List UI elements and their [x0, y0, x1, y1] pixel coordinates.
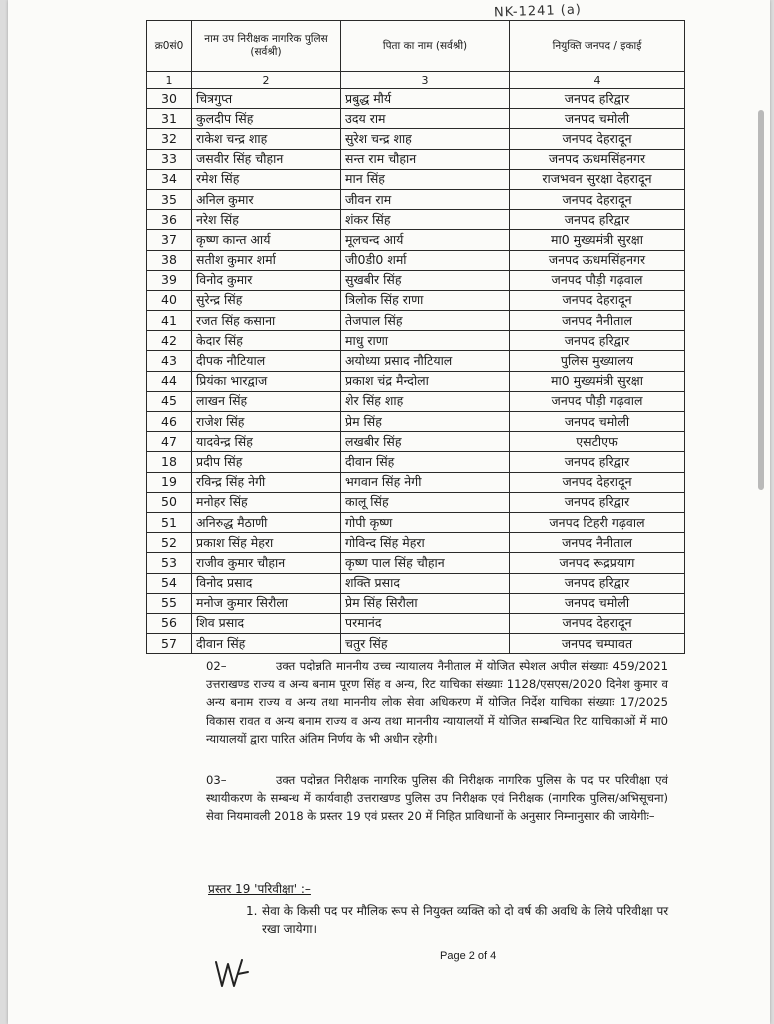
table-row	[147, 613, 685, 633]
serial-cell: 32	[147, 129, 192, 149]
header-posting: नियुक्ति जनपद / इकाई	[510, 21, 685, 72]
serial-cell: 41	[147, 311, 192, 331]
father-name-cell: सुखबीर सिंह	[341, 270, 510, 290]
posting-cell: जनपद नैनीताल	[510, 533, 685, 553]
name-cell: राजीव कुमार चौहान	[192, 553, 341, 573]
column-number: 3	[341, 72, 510, 89]
father-name-cell: प्रेम सिंह	[341, 412, 510, 432]
posting-cell: जनपद पौड़ी गढ़वाल	[510, 391, 685, 411]
name-cell: जसवीर सिंह चौहान	[192, 149, 341, 169]
serial-cell: 36	[147, 210, 192, 230]
table-row	[147, 250, 685, 270]
table-row	[147, 149, 685, 169]
paragraph-text: उक्त पदोन्नति माननीय उच्च न्यायालय नैनीताल में योजित स्पेशल अपील संख्याः 459/2021 उत्तराखण्ड राज्य व अन्य बनाम पूरण सिंह व अन्य, रिट याचिका संख्याः 1128/एसएस/2020 दिनेश कुमार व अन्य बनाम राज्य व अन्य तथा माननीय लोक सेवा अधिकरण में योजित निर्देश याचिका संख्याः 17/2025 विकास रावत व अन्य बनाम राज्य व अन्य तथा माननीय न्यायालयों में योजित सम्बन्धित रिट याचिकाओं में मा0 न्यायालयों द्वारा पारित अंतिम निर्णय के भी अधीन रहेगी।	[206, 659, 668, 746]
posting-cell: जनपद देहरादून	[510, 189, 685, 209]
paragraph-number: 02–	[206, 659, 227, 673]
table-row	[147, 412, 685, 432]
table-row	[147, 533, 685, 553]
scrollbar-thumb[interactable]	[758, 110, 764, 490]
serial-cell: 40	[147, 290, 192, 310]
name-cell: प्रकाश सिंह मेहरा	[192, 533, 341, 553]
paragraph-03	[206, 771, 668, 826]
father-name-cell: मूलचन्द आर्य	[341, 230, 510, 250]
serial-cell: 35	[147, 189, 192, 209]
father-name-cell: तेजपाल सिंह	[341, 311, 510, 331]
promotion-table	[146, 20, 685, 654]
table-row	[147, 432, 685, 452]
table-row	[147, 351, 685, 371]
name-cell: शिव प्रसाद	[192, 613, 341, 633]
posting-cell: जनपद पौड़ी गढ़वाल	[510, 270, 685, 290]
name-cell: चित्रगुप्त	[192, 89, 341, 109]
serial-cell: 42	[147, 331, 192, 351]
table-row	[147, 109, 685, 129]
posting-cell: जनपद देहरादून	[510, 472, 685, 492]
serial-cell: 37	[147, 230, 192, 250]
table-row	[147, 89, 685, 109]
father-name-cell: कालू सिंह	[341, 492, 510, 512]
name-cell: रविन्द्र सिंह नेगी	[192, 472, 341, 492]
list-item-number: 1.	[246, 904, 258, 918]
serial-cell: 34	[147, 169, 192, 189]
serial-cell: 33	[147, 149, 192, 169]
posting-cell: जनपद देहरादून	[510, 129, 685, 149]
name-cell: रजत सिंह कसाना	[192, 311, 341, 331]
posting-cell: जनपद हरिद्वार	[510, 331, 685, 351]
column-number: 4	[510, 72, 685, 89]
father-name-cell: शेर सिंह शाह	[341, 391, 510, 411]
father-name-cell: त्रिलोक सिंह राणा	[341, 290, 510, 310]
table-row	[147, 270, 685, 290]
column-number-row	[147, 72, 685, 89]
table-row	[147, 593, 685, 613]
father-name-cell: उदय राम	[341, 109, 510, 129]
name-cell: कृष्ण कान्त आर्य	[192, 230, 341, 250]
posting-cell: पुलिस मुख्यालय	[510, 351, 685, 371]
name-cell: विनोद प्रसाद	[192, 573, 341, 593]
posting-cell: जनपद टिहरी गढ़वाल	[510, 512, 685, 532]
name-cell: राजेश सिंह	[192, 412, 341, 432]
posting-cell: जनपद रूद्रप्रयाग	[510, 553, 685, 573]
header-father: पिता का नाम (सर्वश्री)	[341, 21, 510, 72]
father-name-cell: गोपी कृष्ण	[341, 512, 510, 532]
father-name-cell: अयोध्या प्रसाद नौटियाल	[341, 351, 510, 371]
paragraph-number: 03–	[206, 773, 227, 787]
serial-cell: 51	[147, 512, 192, 532]
table-row	[147, 634, 685, 654]
name-cell: केदार सिंह	[192, 331, 341, 351]
name-cell: अनिरुद्ध मैठाणी	[192, 512, 341, 532]
document-page	[8, 0, 770, 1024]
father-name-cell: प्रेम सिंह सिरौला	[341, 593, 510, 613]
father-name-cell: कृष्ण पाल सिंह चौहान	[341, 553, 510, 573]
serial-cell: 44	[147, 371, 192, 391]
father-name-cell: प्रकाश चंद्र मैन्दोला	[341, 371, 510, 391]
paragraph-text: उक्त पदोन्नत निरीक्षक नागरिक पुलिस की निरीक्षक नागरिक पुलिस के पद पर परिवीक्षा एवं स्थायीकरण के सम्बन्ध में कार्यवाही उत्तराखण्ड पुलिस उप निरीक्षक एवं निरीक्षक (नागरिक पुलिस/अभिसूचना) सेवा नियमावली 2018 के प्रस्तर 19 एवं प्रस्तर 20 में निहित प्राविधानों के अनुसार निम्नानुसार की जायेगीः–	[206, 773, 668, 824]
name-cell: कुलदीप सिंह	[192, 109, 341, 129]
father-name-cell: सुरेश चन्द्र शाह	[341, 129, 510, 149]
father-name-cell: मान सिंह	[341, 169, 510, 189]
posting-cell: जनपद ऊधमसिंहनगर	[510, 250, 685, 270]
name-cell: राकेश चन्द्र शाह	[192, 129, 341, 149]
table-row	[147, 371, 685, 391]
father-name-cell: जी0डी0 शर्मा	[341, 250, 510, 270]
header-name: नाम उप निरीक्षक नागरिक पुलिस (सर्वश्री)	[192, 21, 341, 72]
table-row	[147, 452, 685, 472]
father-name-cell: परमानंद	[341, 613, 510, 633]
serial-cell: 53	[147, 553, 192, 573]
father-name-cell: सन्त राम चौहान	[341, 149, 510, 169]
serial-cell: 43	[147, 351, 192, 371]
serial-cell: 18	[147, 452, 192, 472]
name-cell: मनोज कुमार सिरौला	[192, 593, 341, 613]
table-row	[147, 331, 685, 351]
name-cell: दीवान सिंह	[192, 634, 341, 654]
name-cell: नरेश सिंह	[192, 210, 341, 230]
name-cell: लाखन सिंह	[192, 391, 341, 411]
serial-cell: 45	[147, 391, 192, 411]
table-row	[147, 210, 685, 230]
handwritten-reference: NK-1241 (a)	[493, 2, 583, 21]
table-header-row	[147, 21, 685, 72]
list-item-text: सेवा के किसी पद पर मौलिक रूप से नियुक्त व्यक्ति को दो वर्ष की अवधि के लिये परिवीक्षा पर रखा जायेगा।	[262, 904, 669, 936]
father-name-cell: दीवान सिंह	[341, 452, 510, 472]
father-name-cell: चतुर सिंह	[341, 634, 510, 654]
posting-cell: जनपद हरिद्वार	[510, 89, 685, 109]
serial-cell: 57	[147, 634, 192, 654]
posting-cell: जनपद हरिद्वार	[510, 573, 685, 593]
serial-cell: 54	[147, 573, 192, 593]
father-name-cell: माधु राणा	[341, 331, 510, 351]
serial-cell: 55	[147, 593, 192, 613]
posting-cell: जनपद हरिद्वार	[510, 210, 685, 230]
serial-cell: 38	[147, 250, 192, 270]
column-number: 1	[147, 72, 192, 89]
table-body	[147, 89, 685, 654]
table-row	[147, 512, 685, 532]
serial-cell: 47	[147, 432, 192, 452]
table-row	[147, 492, 685, 512]
posting-cell: जनपद नैनीताल	[510, 311, 685, 331]
table-row	[147, 290, 685, 310]
posting-cell: जनपद हरिद्वार	[510, 452, 685, 472]
father-name-cell: प्रबुद्ध मौर्य	[341, 89, 510, 109]
posting-cell: मा0 मुख्यमंत्री सुरक्षा	[510, 371, 685, 391]
serial-cell: 56	[147, 613, 192, 633]
serial-cell: 46	[147, 412, 192, 432]
name-cell: विनोद कुमार	[192, 270, 341, 290]
name-cell: सतीश कुमार शर्मा	[192, 250, 341, 270]
father-name-cell: भगवान सिंह नेगी	[341, 472, 510, 492]
name-cell: प्रियंका भारद्वाज	[192, 371, 341, 391]
serial-cell: 30	[147, 89, 192, 109]
table-row	[147, 553, 685, 573]
page-number: Page 2 of 4	[440, 950, 497, 962]
table-row	[147, 189, 685, 209]
name-cell: यादवेन्द्र सिंह	[192, 432, 341, 452]
posting-cell: जनपद चमोली	[510, 412, 685, 432]
column-number: 2	[192, 72, 341, 89]
table-row	[147, 129, 685, 149]
father-name-cell: गोविन्द सिंह मेहरा	[341, 533, 510, 553]
name-cell: मनोहर सिंह	[192, 492, 341, 512]
posting-cell: जनपद हरिद्वार	[510, 492, 685, 512]
name-cell: प्रदीप सिंह	[192, 452, 341, 472]
name-cell: रमेश सिंह	[192, 169, 341, 189]
table-row	[147, 311, 685, 331]
table-row	[147, 472, 685, 492]
father-name-cell: शंकर सिंह	[341, 210, 510, 230]
name-cell: दीपक नौटियाल	[192, 351, 341, 371]
serial-cell: 31	[147, 109, 192, 129]
table-row	[147, 391, 685, 411]
father-name-cell: जीवन राम	[341, 189, 510, 209]
father-name-cell: लखबीर सिंह	[341, 432, 510, 452]
serial-cell: 52	[147, 533, 192, 553]
posting-cell: राजभवन सुरक्षा देहरादून	[510, 169, 685, 189]
name-cell: सुरेन्द्र सिंह	[192, 290, 341, 310]
posting-cell: जनपद चमोली	[510, 593, 685, 613]
table-row	[147, 230, 685, 250]
posting-cell: जनपद देहरादून	[510, 290, 685, 310]
serial-cell: 39	[147, 270, 192, 290]
signature-mark	[212, 956, 252, 992]
serial-cell: 50	[147, 492, 192, 512]
table-row	[147, 573, 685, 593]
section-heading: प्रस्तर 19 'परिवीक्षा' :–	[208, 882, 311, 896]
table-row	[147, 169, 685, 189]
paragraph-02	[206, 657, 668, 748]
header-serial: क्र0सं0	[147, 21, 192, 72]
father-name-cell: शक्ति प्रसाद	[341, 573, 510, 593]
name-cell: अनिल कुमार	[192, 189, 341, 209]
posting-cell: जनपद ऊधमसिंहनगर	[510, 149, 685, 169]
posting-cell: जनपद चम्पावत	[510, 634, 685, 654]
posting-cell: जनपद चमोली	[510, 109, 685, 129]
posting-cell: एसटीएफ	[510, 432, 685, 452]
posting-cell: जनपद देहरादून	[510, 613, 685, 633]
list-item	[246, 902, 670, 938]
serial-cell: 19	[147, 472, 192, 492]
posting-cell: मा0 मुख्यमंत्री सुरक्षा	[510, 230, 685, 250]
